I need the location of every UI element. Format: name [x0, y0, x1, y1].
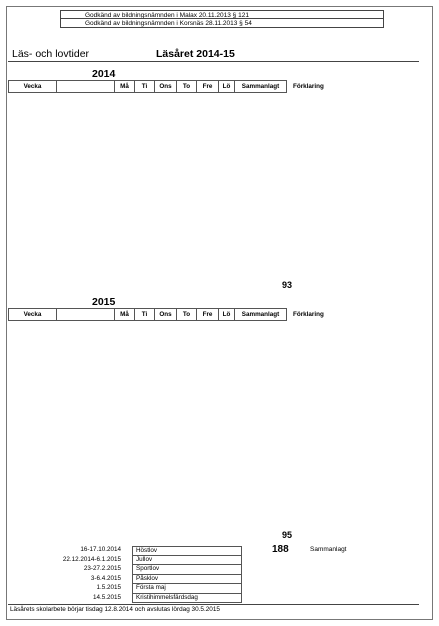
column-header: Förklaring [293, 311, 324, 318]
summary-row [8, 565, 419, 575]
holiday-name: Kristihimmelsfärdsdag [132, 594, 242, 604]
schedule-table-2015 [8, 308, 420, 321]
column-header [57, 309, 115, 321]
grand-total: 188 [272, 544, 289, 555]
column-header: To [177, 81, 197, 93]
column-header: Ons [155, 81, 177, 93]
summary-row [8, 546, 419, 556]
table-header-row [9, 81, 420, 93]
approval-line-1: Godkänd av bildningsnämnden i Malax 20.11.2013 § 121 [60, 10, 384, 19]
holiday-name: Jullov [132, 556, 242, 566]
column-header: Lö [219, 309, 235, 321]
approval-line-2: Godkänd av bildningsnämnden i Korsnäs 28.11.2013 § 54 [60, 19, 384, 28]
holiday-name: Påsklov [132, 575, 242, 585]
table-header-row [9, 309, 420, 321]
holiday-name: Sportlov [132, 565, 242, 575]
summary-row [8, 584, 419, 594]
column-header: Sammanlagt [235, 81, 287, 93]
holiday-date: 22.12.2014-6.1.2015 [62, 555, 121, 563]
holiday-date: 14.5.2015 [92, 593, 121, 601]
column-header: Ons [155, 309, 177, 321]
holiday-summary [8, 546, 419, 603]
column-header: Vecka [9, 81, 57, 93]
year-2015-heading: 2015 [92, 296, 116, 308]
grand-total-label: Sammanlagt [310, 546, 347, 553]
column-header: To [177, 309, 197, 321]
holiday-name: Höstlov [132, 546, 242, 556]
document-title: Läs- och lovtider [12, 48, 90, 60]
summary-row [8, 556, 419, 566]
holiday-name: Första maj [132, 584, 242, 594]
total-2015: 95 [282, 530, 293, 540]
approval-box [60, 10, 384, 28]
title-bar [8, 48, 419, 62]
column-header: Vecka [9, 309, 57, 321]
total-2014: 93 [282, 280, 293, 290]
footer-note: Läsårets skolarbete börjar tisdag 12.8.2014 och avslutas lördag 30.5.2015 [8, 604, 419, 613]
column-header: Ti [135, 81, 155, 93]
column-header: Fre [197, 81, 219, 93]
holiday-date: 23-27.2.2015 [83, 565, 121, 572]
column-header: Må [115, 309, 135, 321]
school-year-title: Läsåret 2014-15 [156, 48, 235, 60]
holiday-date: 3-6.4.2015 [90, 574, 121, 582]
summary-row [8, 594, 419, 604]
holiday-date: 16-17.10.2014 [80, 546, 121, 553]
schedule-table-2014 [8, 80, 420, 93]
column-header: Må [115, 81, 135, 93]
column-header: Ti [135, 309, 155, 321]
column-header: Förklaring [293, 83, 324, 90]
summary-row [8, 575, 419, 585]
column-header: Fre [197, 309, 219, 321]
column-header: Sammanlagt [235, 309, 287, 321]
year-2014-heading: 2014 [92, 68, 116, 80]
column-header: Lö [219, 81, 235, 93]
holiday-date: 1.5.2015 [96, 584, 121, 591]
column-header [57, 81, 115, 93]
